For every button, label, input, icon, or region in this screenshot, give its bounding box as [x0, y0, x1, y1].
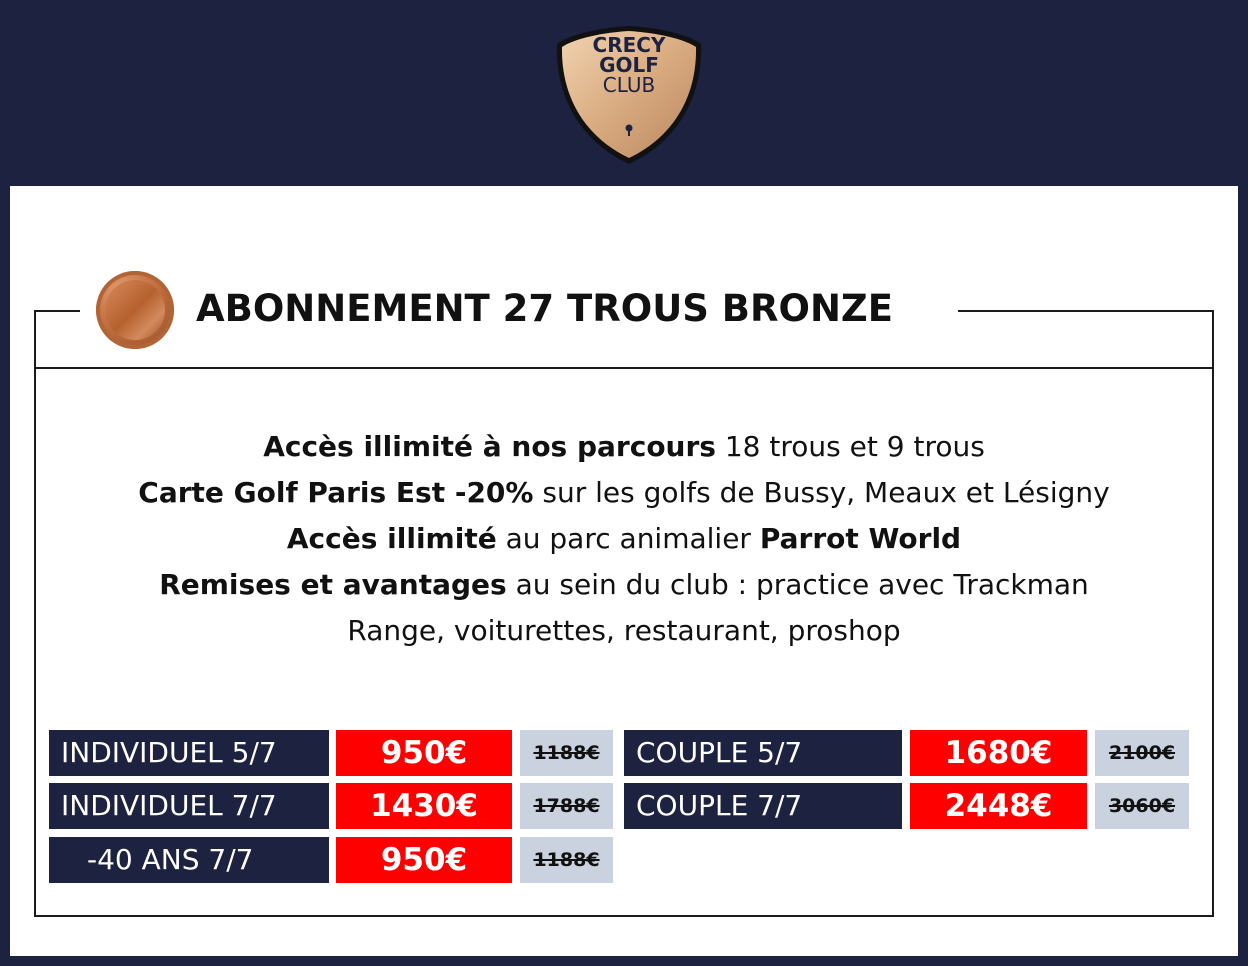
logo-line-2: GOLF	[599, 53, 659, 77]
price-label-individuel-7-7: INDIVIDUEL 7/7	[49, 783, 329, 829]
feature-bold-2: Parrot World	[759, 522, 962, 555]
old-price: 2100€	[1095, 730, 1189, 776]
price-label-couple-7-7: COUPLE 7/7	[624, 783, 902, 829]
offer-card	[10, 186, 1238, 956]
feature-text: 18 trous et 9 trous	[715, 430, 985, 463]
price-value: 950€	[336, 837, 512, 883]
price-label-couple-5-7: COUPLE 5/7	[624, 730, 902, 776]
bronze-medal-icon	[96, 271, 174, 349]
offer-title: ABONNEMENT 27 TROUS BRONZE	[196, 287, 894, 330]
feature-text: sur les golfs de Bussy, Meaux et Lésigny	[533, 476, 1110, 509]
price-value: 950€	[336, 730, 512, 776]
feature-text: Range, voiturettes, restaurant, proshop	[347, 614, 901, 647]
feature-bold: Carte Golf Paris Est -20%	[138, 476, 534, 509]
feature-bold: Accès illimité à nos parcours	[263, 430, 716, 463]
feature-line-3	[34, 516, 1214, 562]
feature-line-4	[34, 562, 1214, 608]
title-divider	[34, 367, 1214, 369]
feature-text: au parc animalier	[496, 522, 760, 555]
price-value: 1430€	[336, 783, 512, 829]
feature-text: au sein du club : practice avec Trackman	[506, 568, 1089, 601]
feature-bold: Remises et avantages	[159, 568, 507, 601]
medal-face	[105, 280, 165, 340]
logo-line-1: CRECY	[592, 33, 666, 57]
header-band	[0, 0, 1248, 186]
price-label-individuel-5-7: INDIVIDUEL 5/7	[49, 730, 329, 776]
old-price: 3060€	[1095, 783, 1189, 829]
feature-line-1	[34, 424, 1214, 470]
price-value: 2448€	[910, 783, 1087, 829]
features-list	[34, 424, 1214, 654]
feature-line-2	[34, 470, 1214, 516]
feature-line-5	[34, 608, 1214, 654]
price-value: 1680€	[910, 730, 1087, 776]
old-price: 1188€	[520, 837, 613, 883]
price-label-moins-40-ans: -40 ANS 7/7	[49, 837, 329, 883]
logo-line-3: CLUB	[602, 73, 656, 97]
feature-bold: Accès illimité	[286, 522, 497, 555]
old-price: 1788€	[520, 783, 613, 829]
old-price: 1188€	[520, 730, 613, 776]
